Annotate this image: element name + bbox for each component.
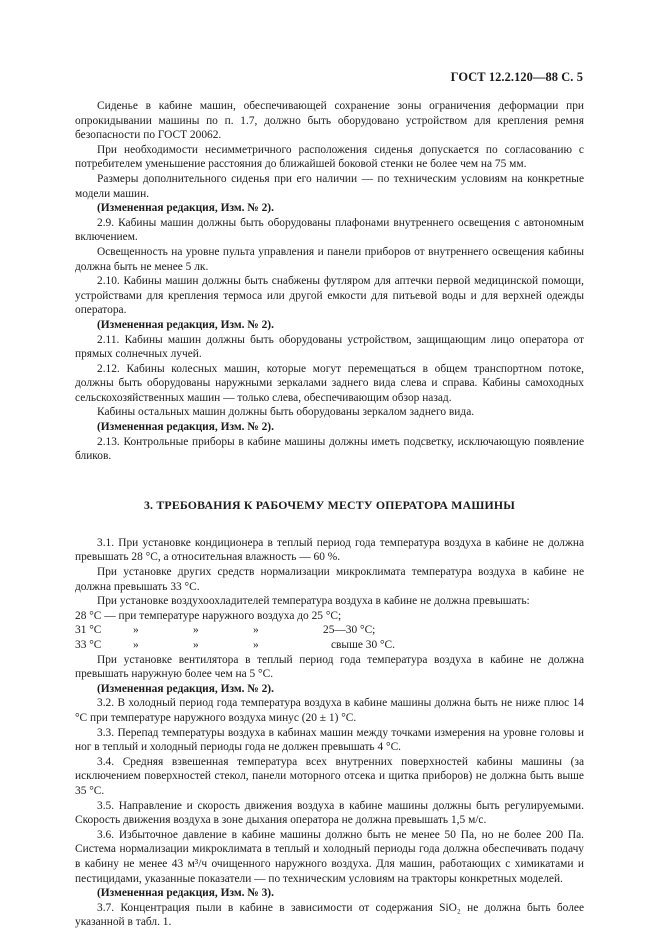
temperature-row: [75, 638, 584, 653]
temperature-cell: »: [133, 624, 139, 637]
temperature-cell: »: [253, 624, 259, 637]
amendment-note: (Измененная редакция, Изм. № 2).: [97, 202, 274, 215]
top-paragraphs: [75, 99, 584, 464]
mid-paragraphs: [75, 536, 584, 609]
section-title: 3. ТРЕБОВАНИЯ К РАБОЧЕМУ МЕСТУ ОПЕРАТОРА МАШИНЫ: [143, 497, 516, 512]
temperature-cell: »: [133, 639, 139, 651]
paragraph: 2.9. Кабины машин должны быть оборудованы плафонами внутреннего освещения с автономным включением.: [75, 216, 584, 244]
document-body: [75, 70, 584, 930]
temperature-list: [75, 609, 584, 653]
amendment-note: (Измененная редакция, Изм. № 2).: [97, 682, 274, 695]
temperature-cell: 33 °С: [75, 639, 102, 651]
temperature-row: [75, 609, 584, 624]
amendment-note: (Измененная редакция, Изм. № 3).: [97, 887, 274, 900]
paragraph: Освещенность на уровне пульта управления и панели приборов от внутреннего освещения кабины должна быть не менее 5 лк.: [75, 245, 584, 273]
paragraph: 3.3. Перепад температуры воздуха в кабинах машин между точками измерения на уровне головы и ног в теплый и холодный периоды года не должен превышать 4 °С.: [75, 726, 584, 754]
temperature-row: [75, 623, 584, 638]
paragraph: 2.10. Кабины машин должны быть снабжены футляром для аптечки первой медицинской помощи, устройствами для крепления термоса или другой емкости для питьевой воды и для верхней одежды оператора.: [75, 275, 584, 317]
temperature-cell: свыше 30 °С.: [331, 639, 395, 651]
temperature-cell: »: [193, 639, 199, 651]
page-header: ГОСТ 12.2.120—88 С. 5: [450, 70, 583, 84]
paragraph: При необходимости несимметричного расположения сиденья допускается по согласованию с потребителем уменьшение расстояния до ближайшей боковой стенки не более чем на 75 мм.: [75, 143, 584, 171]
paragraph: 2.11. Кабины машин должны быть оборудованы устройством, защищающим лицо оператора от прямых солнечных лучей.: [75, 333, 584, 361]
paragraph: 3.1. При установке кондиционера в теплый период года температура воздуха в кабине не должна превышать 28 °С, а относительная влажность — 60 %.: [75, 536, 584, 564]
paragraph: 3.7. Концентрация пыли в кабине в зависимости от содержания SiO₂ не должна быть более указанной в табл. 1.: [75, 901, 584, 929]
paragraph: 2.13. Контрольные приборы в кабине машины должны иметь подсветку, исключающую появление бликов.: [75, 435, 584, 463]
amendment-note: (Измененная редакция, Изм. № 2).: [97, 421, 274, 434]
paragraph: Сиденье в кабине машин, обеспечивающей сохранение зоны ограничения деформации при опрокидывании машины по п. 1.7, должно быть оборудовано устройством для крепления ремня безопасности по ГОСТ 20062.: [75, 100, 584, 142]
paragraph: При установке других средств нормализации микроклимата температура воздуха в кабине не должна превышать 33 °С.: [75, 566, 584, 593]
temperature-cell: 28 °С — при температуре наружного воздуха до 25 °С;: [75, 609, 342, 622]
paragraph: 3.2. В холодный период года температура воздуха в кабине машины должна быть не ниже плюс 14 °С при температуре наружного воздуха минус (20 ± 1) °С.: [75, 697, 584, 724]
temperature-cell: 25—30 °С;: [323, 624, 376, 637]
paragraph: Размеры дополнительного сиденья при его наличии — по техническим условиям на конкретные модели машин.: [75, 172, 584, 200]
paragraph: 3.4. Средняя взвешенная температура всех внутренних поверхностей кабины машины (за исключением поверхностей стекол, панели моторного отсека и щитка приборов) не должна быть выше 35 °С.: [75, 755, 584, 797]
bottom-paragraphs: [75, 653, 584, 930]
paragraph: Кабины остальных машин должны быть оборудованы зеркалом заднего вида.: [97, 406, 475, 419]
temperature-cell: »: [253, 639, 259, 651]
paragraph: При установке воздухоохладителей температура воздуха в кабине не должна превышать:: [97, 595, 530, 608]
paragraph: 2.12. Кабины колесных машин, которые могут перемещаться в общем транспортном потоке, должны быть оборудованы наружными зеркалами заднего вида слева и справа. Кабины самоходных сельскохозяйственных машин — только слева, обеспечивающим обзор назад.: [75, 362, 584, 404]
paragraph: 3.5. Направление и скорость движения воздуха в кабине машины должны быть регулируемыми. Скорость движения воздуха в зоне дыхания оператора не должна превышать 1,5 м/с.: [75, 799, 584, 827]
paragraph: 3.6. Избыточное давление в кабине машины должно быть не менее 50 Па, но не более 200 Па. Система нормализации микроклимата в теплый и холодный периоды года должна обеспечивать подачу в кабину не менее 43 м³/ч очищенного наружного воздуха. Для машин, работающих с химикатами и пестицидами, указанные показатели — по техническим условиям на тракторы конкретных моделей.: [75, 828, 584, 885]
paragraph: При установке вентилятора в теплый период года температура воздуха в кабине не должна превышать наружную более чем на 5 °С.: [75, 653, 584, 681]
temperature-cell: 31 °С: [75, 624, 102, 637]
temperature-cell: »: [193, 624, 199, 637]
amendment-note: (Измененная редакция, Изм. № 2).: [97, 318, 274, 331]
